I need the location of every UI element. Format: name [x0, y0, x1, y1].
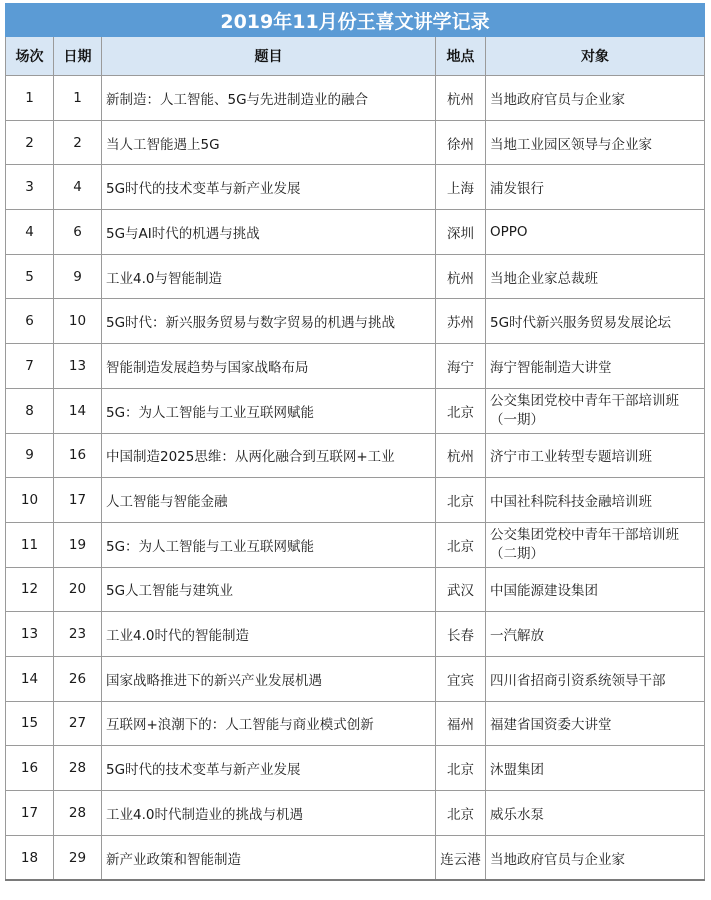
cell-session: 1 — [6, 76, 54, 121]
cell-audience: 公交集团党校中青年干部培训班（一期） — [486, 388, 705, 433]
cell-audience: 当地政府官员与企业家 — [486, 835, 705, 880]
cell-topic: 5G与AI时代的机遇与挑战 — [102, 210, 436, 255]
cell-session: 11 — [6, 522, 54, 567]
cell-audience: 中国能源建设集团 — [486, 567, 705, 612]
cell-audience: 公交集团党校中青年干部培训班（二期） — [486, 522, 705, 567]
cell-audience: 威乐水泵 — [486, 791, 705, 836]
cell-session: 6 — [6, 299, 54, 344]
cell-topic: 中国制造2025思维：从两化融合到互联网+工业 — [102, 433, 436, 478]
cell-topic: 5G时代：新兴服务贸易与数字贸易的机遇与挑战 — [102, 299, 436, 344]
cell-session: 15 — [6, 701, 54, 746]
table-row — [6, 254, 705, 299]
cell-location: 海宁 — [436, 344, 486, 389]
table-row — [6, 433, 705, 478]
cell-location: 北京 — [436, 388, 486, 433]
cell-date: 1 — [54, 76, 102, 121]
table-row — [6, 344, 705, 389]
cell-date: 28 — [54, 746, 102, 791]
cell-audience: 一汽解放 — [486, 612, 705, 657]
header-date: 日期 — [54, 37, 102, 76]
cell-location: 宜宾 — [436, 656, 486, 701]
cell-date: 13 — [54, 344, 102, 389]
cell-session: 16 — [6, 746, 54, 791]
cell-topic: 智能制造发展趋势与国家战略布局 — [102, 344, 436, 389]
lecture-table — [5, 3, 705, 881]
cell-session: 4 — [6, 210, 54, 255]
cell-date: 10 — [54, 299, 102, 344]
cell-topic: 5G：为人工智能与工业互联网赋能 — [102, 522, 436, 567]
cell-date: 26 — [54, 656, 102, 701]
cell-topic: 人工智能与智能金融 — [102, 478, 436, 523]
cell-session: 18 — [6, 835, 54, 880]
cell-audience: 海宁智能制造大讲堂 — [486, 344, 705, 389]
cell-date: 16 — [54, 433, 102, 478]
cell-audience: 福建省国资委大讲堂 — [486, 701, 705, 746]
cell-location: 杭州 — [436, 76, 486, 121]
cell-topic: 5G人工智能与建筑业 — [102, 567, 436, 612]
cell-date: 29 — [54, 835, 102, 880]
cell-session: 2 — [6, 120, 54, 165]
table-row — [6, 835, 705, 880]
cell-location: 杭州 — [436, 254, 486, 299]
table-row — [6, 567, 705, 612]
cell-location: 福州 — [436, 701, 486, 746]
cell-audience: 当地政府官员与企业家 — [486, 76, 705, 121]
header-audience: 对象 — [486, 37, 705, 76]
cell-audience: 5G时代新兴服务贸易发展论坛 — [486, 299, 705, 344]
cell-topic: 新产业政策和智能制造 — [102, 835, 436, 880]
cell-topic: 新制造：人工智能、5G与先进制造业的融合 — [102, 76, 436, 121]
cell-date: 19 — [54, 522, 102, 567]
cell-audience: 浦发银行 — [486, 165, 705, 210]
cell-topic: 5G时代的技术变革与新产业发展 — [102, 165, 436, 210]
cell-session: 9 — [6, 433, 54, 478]
cell-topic: 国家战略推进下的新兴产业发展机遇 — [102, 656, 436, 701]
cell-location: 北京 — [436, 746, 486, 791]
cell-topic: 当人工智能遇上5G — [102, 120, 436, 165]
cell-audience: 四川省招商引资系统领导干部 — [486, 656, 705, 701]
cell-session: 14 — [6, 656, 54, 701]
cell-session: 7 — [6, 344, 54, 389]
cell-location: 上海 — [436, 165, 486, 210]
cell-location: 徐州 — [436, 120, 486, 165]
header-topic: 题目 — [102, 37, 436, 76]
cell-session: 17 — [6, 791, 54, 836]
cell-audience: OPPO — [486, 210, 705, 255]
header-location: 地点 — [436, 37, 486, 76]
cell-location: 杭州 — [436, 433, 486, 478]
cell-topic: 工业4.0时代的智能制造 — [102, 612, 436, 657]
cell-date: 17 — [54, 478, 102, 523]
cell-location: 深圳 — [436, 210, 486, 255]
table-row — [6, 701, 705, 746]
cell-audience: 当地工业园区领导与企业家 — [486, 120, 705, 165]
cell-date: 4 — [54, 165, 102, 210]
cell-audience: 沐盟集团 — [486, 746, 705, 791]
cell-session: 5 — [6, 254, 54, 299]
table-title: 2019年11月份王喜文讲学记录 — [6, 4, 705, 37]
cell-audience: 当地企业家总裁班 — [486, 254, 705, 299]
lecture-record-sheet — [5, 3, 704, 881]
cell-topic: 工业4.0时代制造业的挑战与机遇 — [102, 791, 436, 836]
header-session: 场次 — [6, 37, 54, 76]
cell-location: 北京 — [436, 478, 486, 523]
table-row — [6, 165, 705, 210]
table-row — [6, 478, 705, 523]
header-row — [6, 37, 705, 76]
cell-date: 27 — [54, 701, 102, 746]
cell-topic: 互联网+浪潮下的：人工智能与商业模式创新 — [102, 701, 436, 746]
cell-location: 北京 — [436, 522, 486, 567]
cell-location: 长春 — [436, 612, 486, 657]
table-row — [6, 388, 705, 433]
cell-date: 28 — [54, 791, 102, 836]
cell-session: 12 — [6, 567, 54, 612]
table-row — [6, 299, 705, 344]
cell-date: 2 — [54, 120, 102, 165]
table-row — [6, 791, 705, 836]
cell-topic: 5G：为人工智能与工业互联网赋能 — [102, 388, 436, 433]
cell-session: 3 — [6, 165, 54, 210]
cell-location: 北京 — [436, 791, 486, 836]
table-row — [6, 612, 705, 657]
cell-date: 6 — [54, 210, 102, 255]
table-body — [6, 76, 705, 881]
table-row — [6, 120, 705, 165]
table-row — [6, 746, 705, 791]
cell-session: 10 — [6, 478, 54, 523]
cell-date: 23 — [54, 612, 102, 657]
table-row — [6, 522, 705, 567]
cell-audience: 济宁市工业转型专题培训班 — [486, 433, 705, 478]
cell-date: 9 — [54, 254, 102, 299]
cell-audience: 中国社科院科技金融培训班 — [486, 478, 705, 523]
cell-session: 13 — [6, 612, 54, 657]
table-row — [6, 210, 705, 255]
table-row — [6, 656, 705, 701]
cell-location: 武汉 — [436, 567, 486, 612]
cell-topic: 5G时代的技术变革与新产业发展 — [102, 746, 436, 791]
cell-session: 8 — [6, 388, 54, 433]
cell-date: 14 — [54, 388, 102, 433]
table-row — [6, 76, 705, 121]
cell-topic: 工业4.0与智能制造 — [102, 254, 436, 299]
cell-date: 20 — [54, 567, 102, 612]
cell-location: 连云港 — [436, 835, 486, 880]
cell-location: 苏州 — [436, 299, 486, 344]
